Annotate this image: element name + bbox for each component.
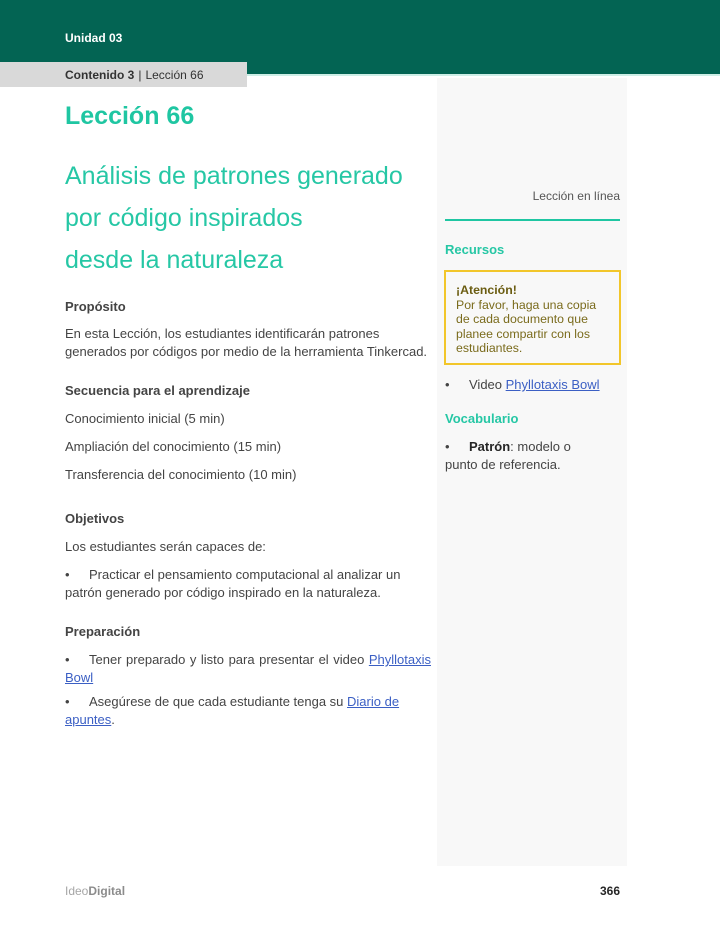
page-number: 366 — [599, 884, 620, 898]
bullet-icon: • — [65, 567, 70, 582]
brand-bold: Digital — [88, 884, 126, 898]
lesson-number: Lección 66 — [65, 102, 195, 130]
brand-light: Ideo — [65, 884, 89, 898]
objective-item — [65, 566, 431, 602]
purpose-heading: Propósito — [65, 299, 126, 314]
preparation-item — [65, 651, 431, 687]
lesson-title-line: por código inspirados — [65, 204, 303, 232]
breadcrumb-lesson: Lección 66 — [145, 68, 204, 82]
diario-de-apuntes-link[interactable]: Diario de apuntes — [65, 694, 400, 727]
breadcrumb — [0, 62, 247, 87]
preparation-heading: Preparación — [65, 624, 141, 639]
footer-brand — [65, 884, 125, 898]
unit-label: Unidad 03 — [65, 31, 123, 45]
sequence-item: Conocimiento inicial (5 min) — [65, 411, 225, 426]
resource-prefix: Video — [469, 377, 506, 392]
vocabulary-term: Patrón — [469, 439, 511, 454]
bullet-icon: • — [445, 439, 450, 454]
lesson-title-line: Análisis de patrones generado — [65, 162, 403, 190]
breadcrumb-content: Contenido 3 — [65, 68, 135, 82]
vocabulary-definition: : modelo o punto de referencia. — [445, 439, 571, 472]
bullet-icon: • — [445, 377, 450, 392]
sidebar-divider — [445, 219, 620, 221]
preparation-text: Tener preparado y listo para presentar el video — [89, 652, 369, 667]
vocabulary-item — [445, 438, 605, 474]
resource-item — [445, 376, 623, 394]
objectives-intro: Los estudiantes serán capaces de: — [65, 539, 266, 554]
purpose-text: En esta Lección, los estudiantes identificarán patrones generados por códigos por medio de la herramienta Tinkercad. — [65, 326, 428, 359]
preparation-text: Asegúrese de que cada estudiante tenga su — [89, 694, 348, 709]
resources-heading: Recursos — [445, 242, 505, 257]
sequence-heading: Secuencia para el aprendizaje — [65, 383, 250, 398]
breadcrumb-separator: | — [138, 68, 142, 82]
attention-text: Por favor, haga una copia de cada documento que planee compartir con los estudiantes. — [456, 297, 597, 355]
preparation-item — [65, 693, 431, 729]
vocabulary-heading: Vocabulario — [445, 411, 519, 426]
resource-video-link[interactable]: Phyllotaxis Bowl — [505, 377, 600, 392]
preparation-suffix: . — [111, 712, 115, 727]
lesson-title — [65, 155, 435, 281]
phyllotaxis-bowl-link[interactable]: Phyllotaxis Bowl — [65, 652, 431, 685]
objectives-heading: Objetivos — [65, 511, 125, 526]
bullet-icon: • — [65, 652, 70, 667]
attention-callout — [444, 270, 621, 365]
objective-text: Practicar el pensamiento computacional al analizar un patrón generado por código inspirado en la naturaleza. — [65, 567, 401, 600]
bullet-icon: • — [65, 694, 70, 709]
attention-title: ¡Atención! — [456, 283, 517, 297]
sequence-item: Ampliación del conocimiento (15 min) — [65, 439, 282, 454]
online-lesson-label: Lección en línea — [532, 189, 620, 203]
lesson-title-line: desde la naturaleza — [65, 246, 284, 274]
sequence-item: Transferencia del conocimiento (10 min) — [65, 467, 297, 482]
